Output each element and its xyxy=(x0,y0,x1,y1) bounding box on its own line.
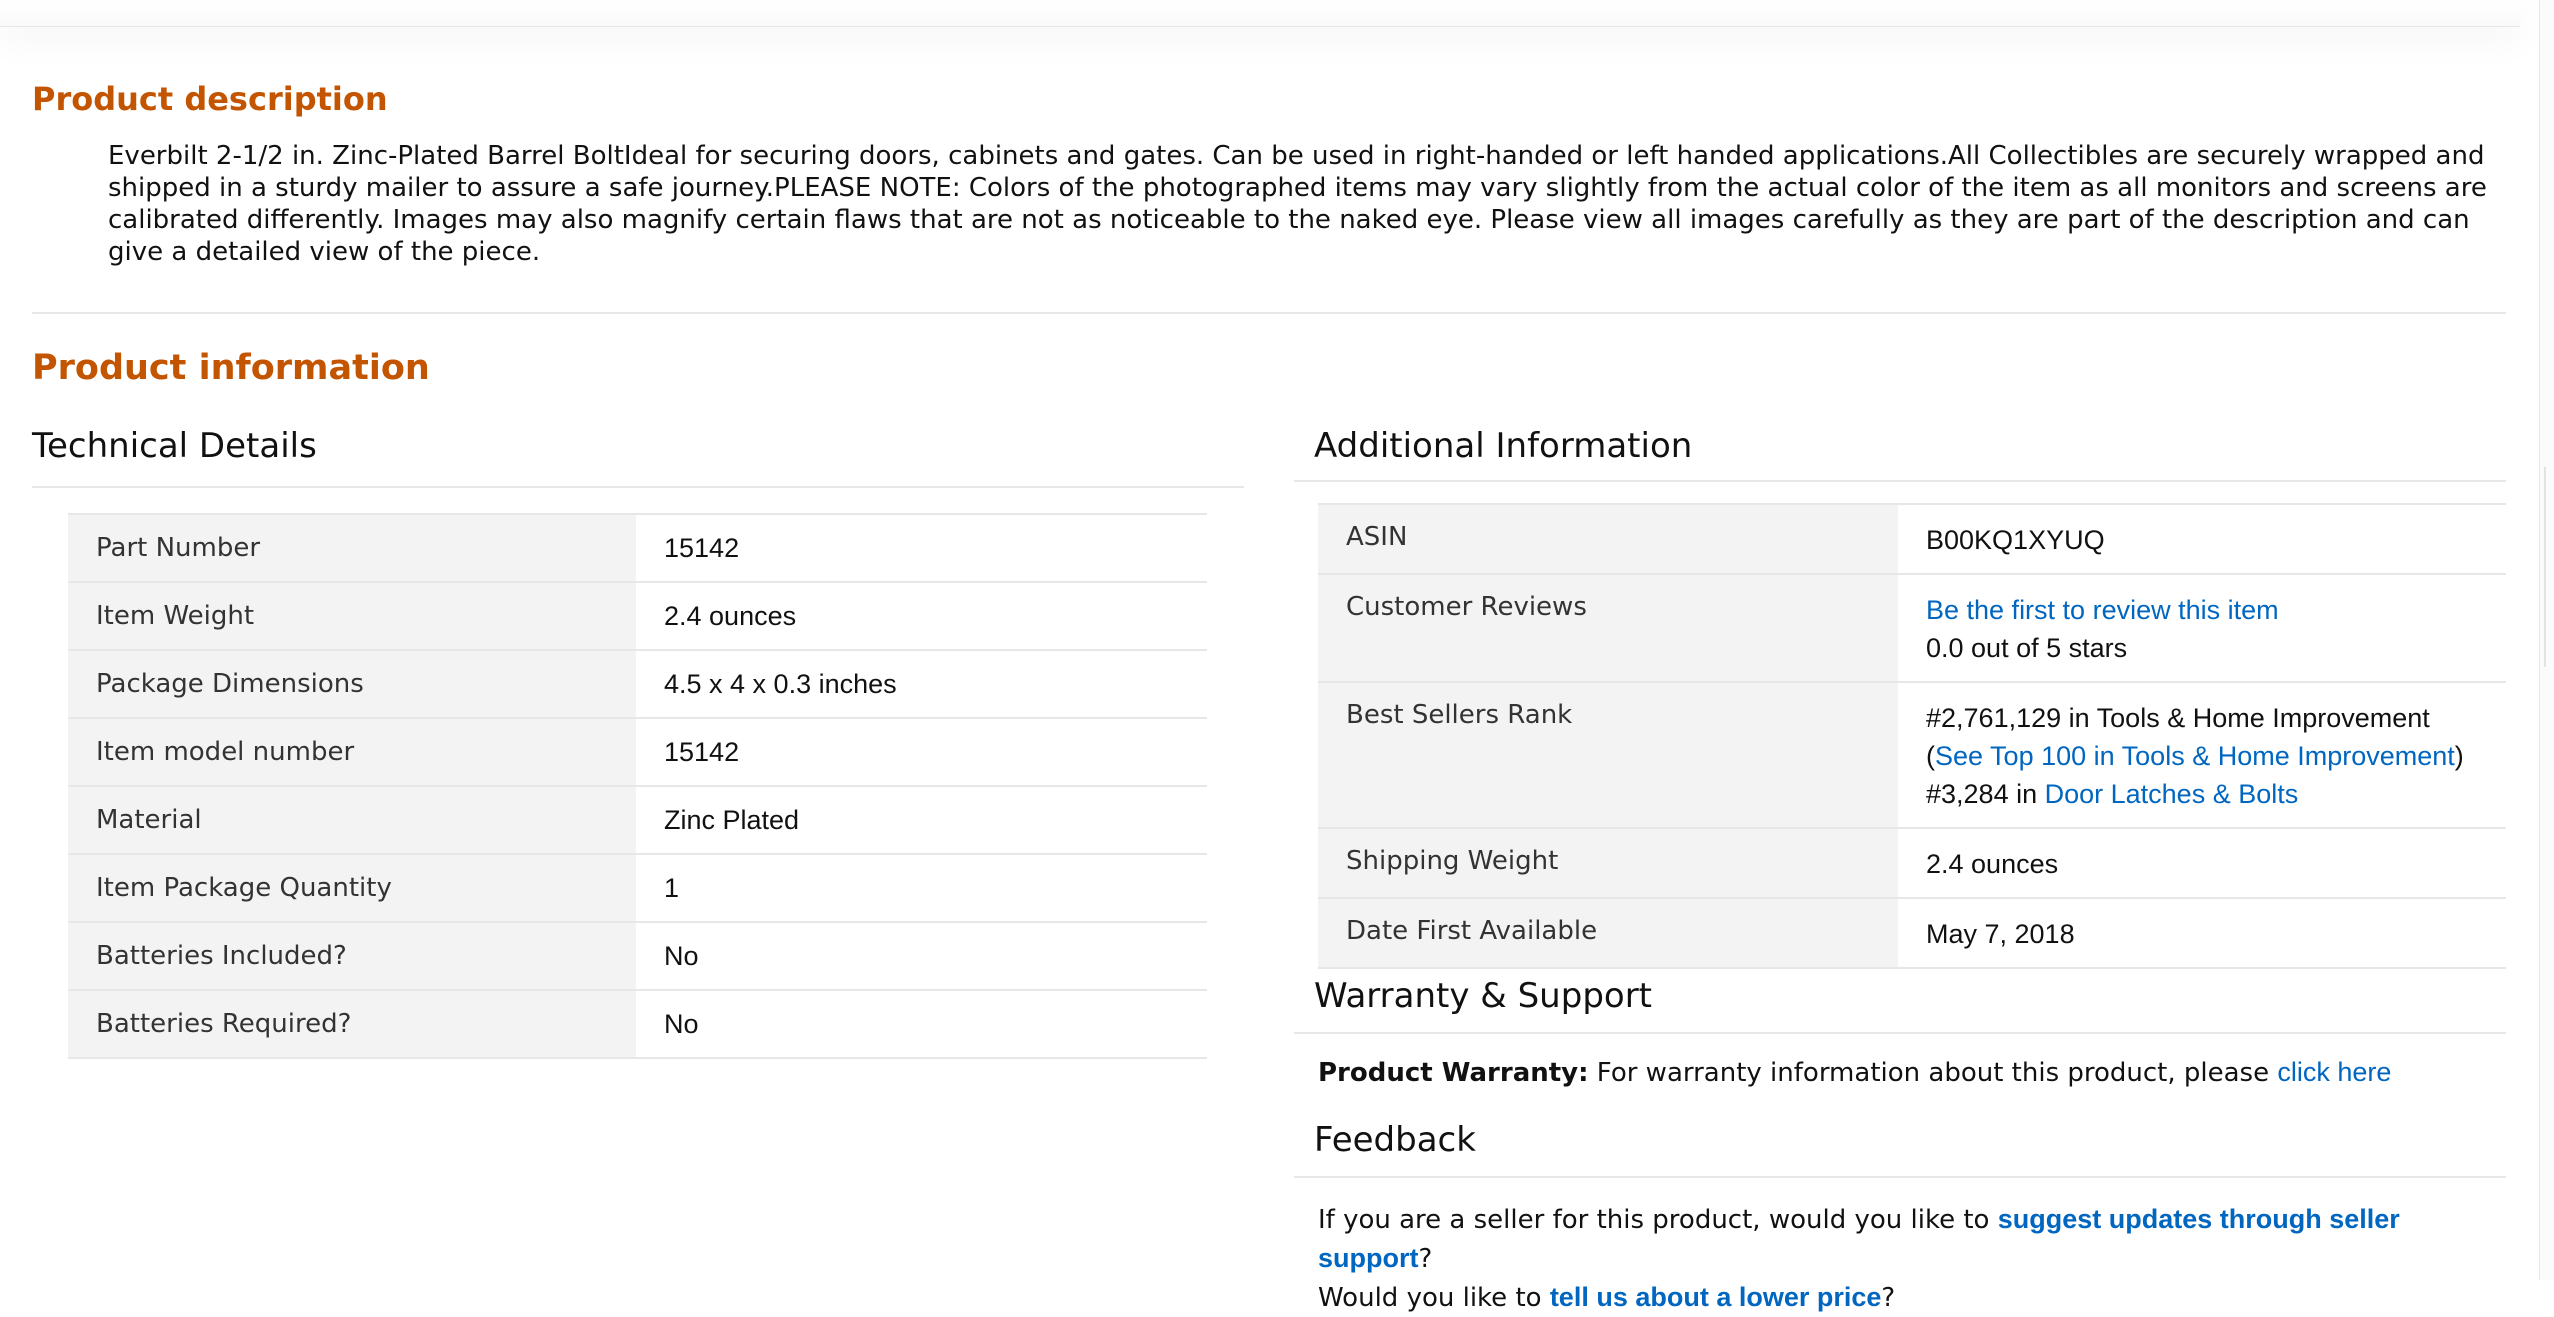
technical-details-table xyxy=(68,513,1207,1059)
table-row xyxy=(68,582,1207,650)
table-row xyxy=(1318,898,2506,968)
table-row xyxy=(68,922,1207,990)
top-bar-shadow xyxy=(0,0,2520,27)
spec-label: Item model number xyxy=(68,718,636,786)
door-latches-bolts-link[interactable]: Door Latches & Bolts xyxy=(2044,779,2299,809)
table-row xyxy=(68,854,1207,922)
suggest-updates-link[interactable]: suggest updates through seller support xyxy=(1318,1204,2400,1273)
table-row xyxy=(1318,682,2506,828)
scrollbar-thumb[interactable] xyxy=(2544,467,2554,667)
feedback-line1-suffix: ? xyxy=(1418,1244,1433,1274)
section-divider xyxy=(32,312,2506,314)
table-row xyxy=(68,514,1207,582)
customer-reviews-label: Customer Reviews xyxy=(1318,574,1898,682)
rank-primary: #2,761,129 in Tools & Home Improvement xyxy=(1926,703,2430,733)
first-review-link[interactable]: Be the first to review this item xyxy=(1926,595,2279,625)
technical-details-heading: Technical Details xyxy=(32,426,317,466)
product-description-text: Everbilt 2-1/2 in. Zinc-Plated Barrel BoltIdeal for securing doors, cabinets and gates. Can be used in right-handed or left handed applications.All Collectibles are securely wrapped and shipped in a sturdy mailer to assure a safe journey.PLEASE NOTE: Colors of the photographed items may vary slightly from the actual color of the item as all monitors and screens are calibrated differently. Images may also magnify certain flaws that are not as noticeable to the naked eye. Please view all images carefully as they are part of the description and can give a detailed view of the piece. xyxy=(108,141,2487,267)
warranty-label: Product Warranty: xyxy=(1318,1058,1589,1088)
warranty-text xyxy=(1318,1057,2391,1088)
star-rating-text: 0.0 out of 5 stars xyxy=(1926,633,2128,663)
table-row xyxy=(68,786,1207,854)
warranty-click-here-link[interactable]: click here xyxy=(2277,1057,2392,1087)
feedback-heading: Feedback xyxy=(1314,1120,1476,1160)
scrollbar[interactable] xyxy=(2539,0,2554,1280)
table-row xyxy=(68,650,1207,718)
spec-label: Part Number xyxy=(68,514,636,582)
date-first-available-label: Date First Available xyxy=(1318,898,1898,968)
warranty-description: For warranty information about this product, please xyxy=(1588,1058,2278,1088)
shipping-weight-label: Shipping Weight xyxy=(1318,828,1898,898)
feedback-line2-suffix: ? xyxy=(1881,1283,1896,1313)
table-row xyxy=(1318,504,2506,574)
table-row xyxy=(1318,574,2506,682)
spec-value: 15142 xyxy=(636,514,1207,582)
customer-reviews-value xyxy=(1898,574,2506,682)
additional-information-heading: Additional Information xyxy=(1314,426,1693,466)
table-row xyxy=(68,990,1207,1058)
spec-label: Material xyxy=(68,786,636,854)
shipping-weight-value: 2.4 ounces xyxy=(1898,828,2506,898)
spec-value: Zinc Plated xyxy=(636,786,1207,854)
paren-close: ) xyxy=(2454,741,2464,771)
best-sellers-rank-label: Best Sellers Rank xyxy=(1318,682,1898,828)
feedback-text xyxy=(1318,1200,2498,1317)
asin-label: ASIN xyxy=(1318,504,1898,574)
spec-label: Package Dimensions xyxy=(68,650,636,718)
date-first-available-value: May 7, 2018 xyxy=(1898,898,2506,968)
spec-value: 2.4 ounces xyxy=(636,582,1207,650)
additional-information-divider xyxy=(1294,480,2506,482)
spec-value: 1 xyxy=(636,854,1207,922)
best-sellers-rank-value xyxy=(1898,682,2506,828)
spec-value: 15142 xyxy=(636,718,1207,786)
spec-value: 4.5 x 4 x 0.3 inches xyxy=(636,650,1207,718)
additional-information-table xyxy=(1318,503,2506,969)
rank-secondary-prefix: #3,284 in xyxy=(1926,779,2045,809)
product-description-heading: Product description xyxy=(32,80,388,118)
warranty-support-heading: Warranty & Support xyxy=(1314,976,1653,1016)
technical-details-divider xyxy=(32,486,1244,488)
paren-open: ( xyxy=(1926,741,1935,771)
product-information-heading: Product information xyxy=(32,348,430,388)
warranty-divider xyxy=(1294,1032,2506,1034)
feedback-divider xyxy=(1294,1176,2506,1178)
spec-label: Item Package Quantity xyxy=(68,854,636,922)
feedback-line2-prefix: Would you like to xyxy=(1318,1283,1550,1313)
feedback-line1-prefix: If you are a seller for this product, would you like to xyxy=(1318,1205,1998,1235)
spec-label: Batteries Required? xyxy=(68,990,636,1058)
lower-price-link[interactable]: tell us about a lower price xyxy=(1549,1282,1882,1312)
asin-value: B00KQ1XYUQ xyxy=(1898,504,2506,574)
spec-value: No xyxy=(636,922,1207,990)
spec-label: Item Weight xyxy=(68,582,636,650)
see-top-100-link[interactable]: See Top 100 in Tools & Home Improvement xyxy=(1935,741,2455,771)
table-row xyxy=(1318,828,2506,898)
spec-label: Batteries Included? xyxy=(68,922,636,990)
spec-value: No xyxy=(636,990,1207,1058)
table-row xyxy=(68,718,1207,786)
